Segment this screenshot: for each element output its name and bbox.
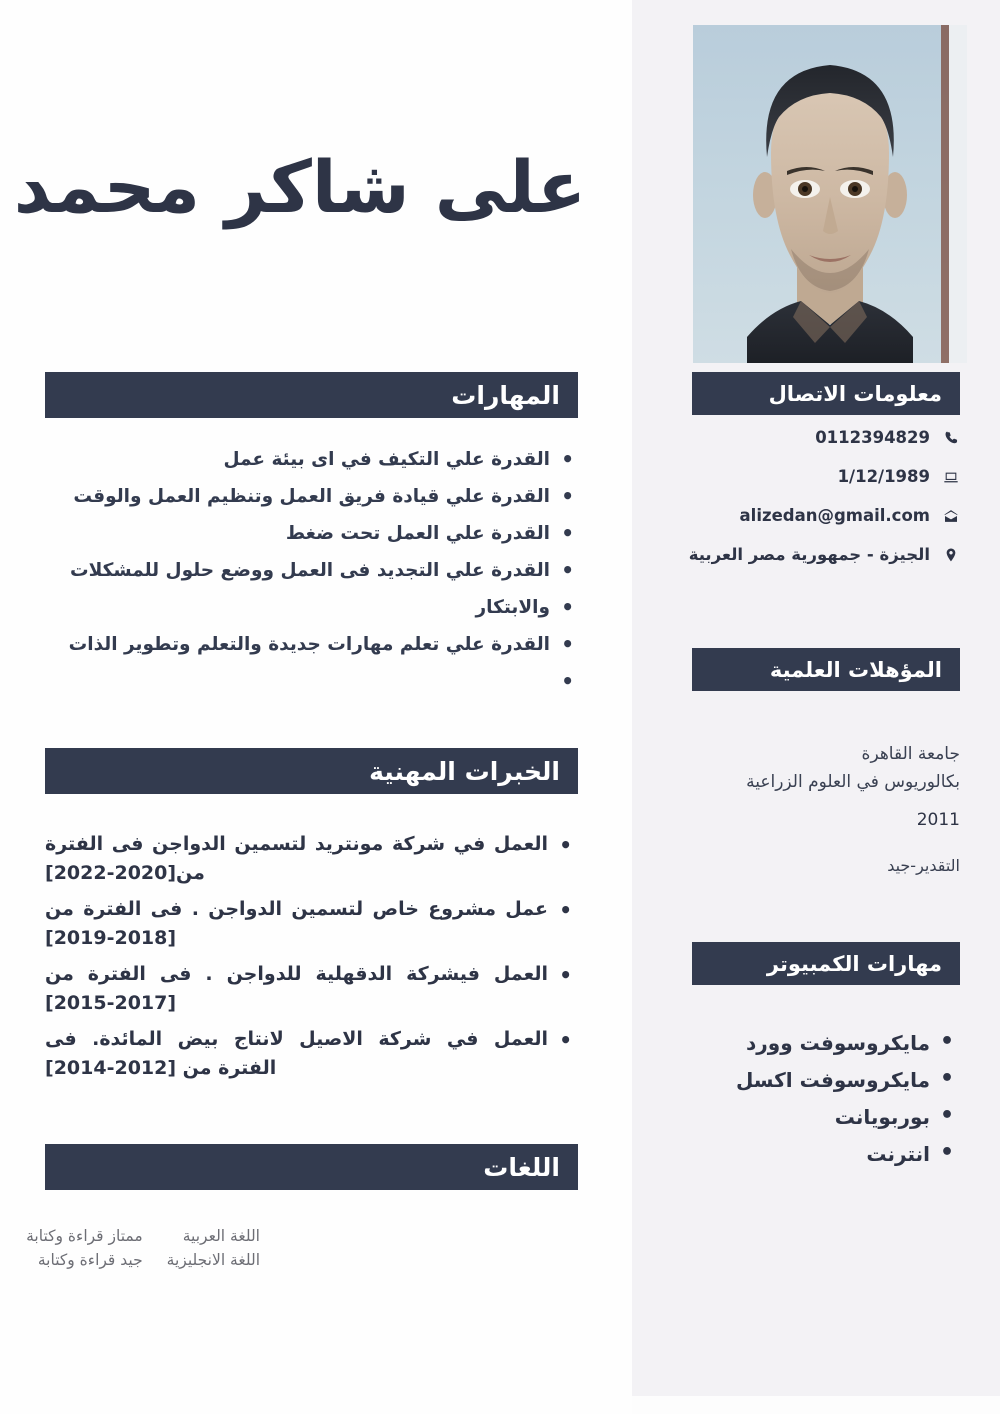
list-item: • والابتكار <box>45 596 578 621</box>
table-row <box>26 1224 260 1248</box>
section-header-education: المؤهلات العلمية <box>692 648 960 691</box>
list-item: • العمل في شركة مونتريد لتسمين الدواجن فى الفترة من[2020-2022] <box>45 830 578 889</box>
education-block <box>692 742 960 875</box>
experience-list <box>45 830 578 1090</box>
list-item <box>45 670 578 690</box>
full-name: على شاكر محمد <box>13 145 587 229</box>
laptop-icon <box>942 468 960 486</box>
list-item: • مايكروسوفت وورد <box>692 1030 960 1056</box>
envelope-icon <box>942 507 960 525</box>
list-item: • القدرة علي قيادة فريق العمل وتنظيم العمل والوقت <box>45 485 578 510</box>
list-item: • انترنت <box>692 1141 960 1167</box>
list-item: • العمل فيشركة الدقهلية للدواجن . فى الفترة من [2017-2015] <box>45 960 578 1019</box>
section-header-languages: اللغات <box>45 1144 578 1190</box>
list-item: • العمل في شركة الاصيل لانتاج بيض المائدة. فى الفترة من [2012-2014] <box>45 1025 578 1084</box>
contact-row-phone <box>692 428 960 447</box>
list-item: • بوربويانت <box>692 1104 960 1130</box>
section-header-skills: المهارات <box>45 372 578 418</box>
contact-row-birthdate <box>692 467 960 486</box>
education-grade: التقدير-جيد <box>887 856 960 876</box>
table-row <box>26 1248 260 1272</box>
list-item: • مايكروسوفت اكسل <box>692 1067 960 1093</box>
education-year: 2011 <box>916 810 960 831</box>
list-item: • القدرة علي التجديد فى العمل ووضع حلول للمشكلات <box>45 559 578 584</box>
list-item: • القدرة علي التكيف في اى بيئة عمل <box>45 448 578 473</box>
section-header-experience: الخبرات المهنية <box>45 748 578 794</box>
portrait-photo <box>693 25 967 363</box>
computer-skills-list <box>692 1030 960 1178</box>
section-header-contact: معلومات الاتصال <box>692 372 960 415</box>
language-level: ممتاز قراءة وكتابة <box>26 1227 143 1245</box>
list-item: • القدرة علي العمل تحت ضغط <box>45 522 578 547</box>
skills-list <box>45 448 578 702</box>
contact-value: 1/12/1989 <box>837 467 930 486</box>
list-item: • عمل مشروع خاص لتسمين الدواجن . فى الفترة من [2018-2019] <box>45 895 578 954</box>
page-title <box>0 145 600 229</box>
education-degree: بكالوريوس في العلوم الزراعية <box>746 771 960 792</box>
contact-value: 0112394829 <box>815 428 930 447</box>
contact-row-email <box>692 506 960 525</box>
language-name: اللغة العربية <box>182 1227 260 1245</box>
contact-info-list <box>688 428 960 584</box>
phone-icon <box>942 429 960 447</box>
contact-value: الجيزة - جمهورية مصر العربية <box>688 545 930 564</box>
education-university: جامعة القاهرة <box>861 744 960 764</box>
contact-value: alizedan@gmail.com <box>739 506 930 525</box>
map-pin-icon <box>942 546 960 564</box>
language-name: اللغة الانجليزية <box>166 1251 260 1270</box>
contact-row-location <box>688 545 960 564</box>
language-level: جيد قراءة وكتابة <box>37 1251 143 1270</box>
section-header-computer-skills: مهارات الكمبيوتر <box>692 942 960 985</box>
languages-table <box>26 1224 578 1272</box>
list-item: • القدرة علي تعلم مهارات جديدة والتعلم وتطوير الذات <box>45 633 578 658</box>
